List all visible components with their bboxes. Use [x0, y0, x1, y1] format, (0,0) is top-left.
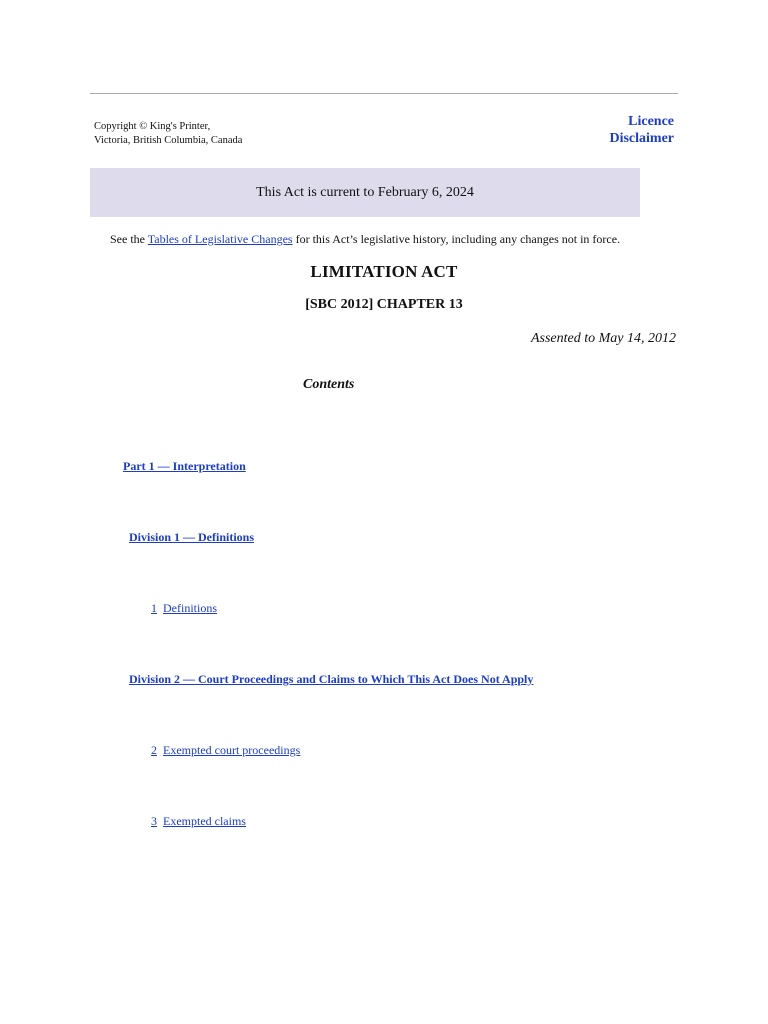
licence-link[interactable]: Licence	[628, 114, 674, 129]
tables-of-legislative-changes-link[interactable]: Tables of Legislative Changes	[147, 232, 293, 246]
assent-date: Assented to May 14, 2012	[530, 331, 676, 346]
toc-section-1-number[interactable]: 1	[151, 601, 157, 615]
toc-division-1	[129, 530, 254, 545]
toc-section-3-link[interactable]: Exempted claims	[163, 814, 246, 828]
header-divider	[90, 93, 678, 94]
toc-division-1-link[interactable]: Division 1 — Definitions	[129, 530, 255, 544]
toc-division-2	[129, 672, 533, 687]
history-note-prefix: See the	[110, 232, 148, 246]
contents-heading: Contents	[303, 377, 355, 392]
toc-section-1-link[interactable]: Definitions	[163, 601, 217, 615]
copyright-line-1: Copyright © King's Printer,	[94, 121, 211, 132]
currency-banner-text: This Act is current to February 6, 2024	[256, 184, 474, 200]
toc-section-2-number[interactable]: 2	[151, 743, 157, 757]
toc-part-1-link[interactable]: Part 1 — Interpretation	[123, 459, 246, 473]
toc-section-3	[151, 814, 246, 829]
toc-part-1	[123, 459, 246, 474]
copyright-notice	[94, 120, 242, 148]
currency-banner	[90, 168, 640, 217]
act-chapter: [SBC 2012] CHAPTER 13	[305, 297, 463, 312]
copyright-line-2: Victoria, British Columbia, Canada	[94, 135, 243, 146]
history-note-suffix: for this Act’s legislative history, including any changes not in force.	[292, 232, 621, 246]
toc-section-1	[151, 601, 217, 616]
toc-section-2-link[interactable]: Exempted court proceedings	[163, 743, 301, 757]
toc-section-2	[151, 743, 300, 758]
toc-division-2-link[interactable]: Division 2 — Court Proceedings and Claims to Which This Act Does Not Apply	[129, 672, 534, 686]
act-title: LIMITATION ACT	[310, 262, 458, 281]
toc-section-3-number[interactable]: 3	[151, 814, 157, 828]
disclaimer-link[interactable]: Disclaimer	[609, 131, 674, 146]
legislative-history-note	[110, 231, 620, 247]
legal-links	[609, 113, 674, 147]
